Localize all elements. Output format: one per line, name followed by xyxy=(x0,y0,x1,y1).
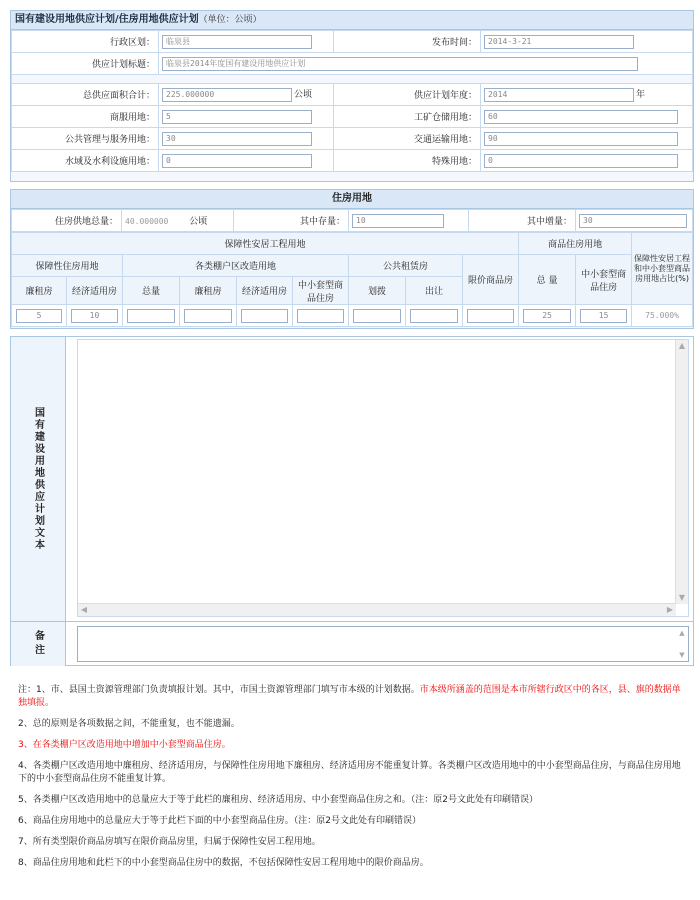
note-8: 8、商品住房用地和此栏下的中小套型商品住房中的数据，不包括保障性安居工程用地中的限价商品房。 xyxy=(18,858,429,868)
district-cell xyxy=(159,31,334,53)
shantytown-total-cell xyxy=(123,305,180,327)
public-service-cell xyxy=(159,128,334,150)
shantytown-total-input[interactable] xyxy=(127,309,176,323)
industrial-land-input[interactable] xyxy=(484,110,678,124)
note-4: 4、各类棚户区改造用地中廉租房、经济适用房，与保障性住房用地下廉租房、经济适用房不能重复计算。各类棚户区改造用地中的中小套型商品住房，与商品住房用地下的中小套型商品住房不能重复计算。 xyxy=(18,761,681,784)
water-land-input[interactable] xyxy=(162,154,312,168)
commercial-small-input[interactable] xyxy=(580,309,628,323)
housing-land-title: 住房用地 xyxy=(11,190,693,209)
transfer-header: 出让 xyxy=(406,277,463,305)
stock-label: 其中存量： xyxy=(234,210,349,232)
note-7: 7、所有类型限价商品房填写在限价商品房里，归属于保障性安居工程用地。 xyxy=(18,837,321,847)
housing-total-label: 住房供地总量： xyxy=(12,210,122,232)
note-2: 2、总的原则是各项数据之间，不能重复，也不能遗漏。 xyxy=(18,719,240,729)
shantytown-lowrent-header: 廉租房 xyxy=(180,277,237,305)
special-land-input[interactable] xyxy=(484,154,678,168)
ratio-cell xyxy=(632,305,693,327)
ratio-value: 75.000% xyxy=(645,310,679,320)
price-limited-header: 限价商品房 xyxy=(463,255,519,305)
plan-year-label: 供应计划年度： xyxy=(334,84,481,106)
district-label: 行政区划： xyxy=(12,31,159,53)
economic-input[interactable] xyxy=(71,309,119,323)
shantytown-small-header: 中小套型商品住房 xyxy=(293,277,349,305)
allocate-header: 划拨 xyxy=(349,277,406,305)
commercial-total-header: 总 量 xyxy=(519,255,576,305)
shantytown-lowrent-input[interactable] xyxy=(184,309,233,323)
price-limited-cell xyxy=(463,305,519,327)
transport-land-label: 交通运输用地： xyxy=(334,128,481,150)
water-land-cell xyxy=(159,150,334,172)
scroll-right-icon[interactable]: ▶ xyxy=(666,605,674,614)
special-land-cell xyxy=(481,150,693,172)
transport-land-cell xyxy=(481,128,693,150)
shantytown-economic-input[interactable] xyxy=(241,309,289,323)
horizontal-scrollbar[interactable] xyxy=(78,603,676,616)
remark-row xyxy=(11,621,693,666)
publish-date-cell xyxy=(481,31,693,53)
remark-scroll-down-icon[interactable]: ▼ xyxy=(679,651,685,659)
increase-cell xyxy=(576,210,693,232)
industrial-land-label: 工矿仓储用地： xyxy=(334,106,481,128)
lowrent-header: 廉租房 xyxy=(12,277,67,305)
commercial-total-input[interactable] xyxy=(523,309,572,323)
housing-total-unit: 公顷 xyxy=(189,217,208,227)
scroll-left-icon[interactable]: ◀ xyxy=(80,605,88,614)
ratio-header: 保障性安居工程和中小套型商品房用地占比(%) xyxy=(632,233,693,305)
note-6: 6、商品住房用地中的总量应大于等于此栏下面的中小套型商品住房。（注：原2号文此处有印刷错误） xyxy=(18,816,421,826)
shantytown-lowrent-cell xyxy=(180,305,237,327)
total-area-label: 总供应面积合计： xyxy=(12,84,159,106)
special-land-label: 特殊用地： xyxy=(334,150,481,172)
allocate-cell xyxy=(349,305,406,327)
district-input[interactable] xyxy=(162,35,312,49)
lowrent-input[interactable] xyxy=(16,309,63,323)
total-area-unit: 公顷 xyxy=(294,90,313,101)
note-1-highlight: 市本级所涵盖的范围是本市所辖行政区中的各区，县、旗的数据单独填报。 xyxy=(18,685,681,708)
remark-label: 备注 xyxy=(32,630,44,658)
commercial-small-cell xyxy=(576,305,632,327)
commercial-land-input[interactable] xyxy=(162,110,312,124)
housing-total-cell xyxy=(122,210,234,232)
publish-date-input[interactable] xyxy=(484,35,634,49)
commercial-small-header: 中小套型商品住房 xyxy=(576,255,632,305)
housing-detail-table xyxy=(11,232,693,327)
note-1-text: 注：1、市、县国土资源管理部门负责填报计划。其中，市国土资源管理部门填写市本级的计划数据。 xyxy=(18,685,420,695)
shantytown-total-header: 总量 xyxy=(123,277,180,305)
plan-text-label-cell xyxy=(11,337,66,621)
shantytown-economic-cell xyxy=(237,305,293,327)
plan-title-label: 供应计划标题： xyxy=(12,53,159,75)
plan-year-unit: 年 xyxy=(636,90,646,101)
note-3: 3、在各类棚户区改造用地中增加中小套型商品住房。 xyxy=(18,740,231,750)
plan-text-label: 国有建设用地供应计划文本 xyxy=(32,407,44,551)
supply-plan-title xyxy=(11,11,693,30)
price-limited-input[interactable] xyxy=(467,309,515,323)
plan-year-cell xyxy=(481,84,693,106)
plan-title-cell xyxy=(159,53,693,75)
water-land-label: 水域及水利设施用地： xyxy=(12,150,159,172)
public-service-label: 公共管理与服务用地： xyxy=(12,128,159,150)
commercial-total-cell xyxy=(519,305,576,327)
housing-total-value: 40.000000 xyxy=(125,217,169,226)
transfer-cell xyxy=(406,305,463,327)
affordable-housing-header: 保障性住房用地 xyxy=(12,255,123,277)
supply-plan-panel xyxy=(10,10,694,182)
transfer-input[interactable] xyxy=(410,309,459,323)
shantytown-economic-header: 经济适用房 xyxy=(237,277,293,305)
plan-text-panel xyxy=(10,336,694,666)
housing-total-table xyxy=(11,209,693,232)
commercial-land-cell xyxy=(159,106,334,128)
publish-date-label: 发布时间： xyxy=(334,31,481,53)
vertical-scrollbar[interactable] xyxy=(675,340,688,604)
remark-textarea[interactable] xyxy=(77,626,689,662)
stock-input[interactable] xyxy=(352,214,444,228)
increase-input[interactable] xyxy=(579,214,687,228)
total-area-input[interactable] xyxy=(162,88,292,102)
plan-title-input[interactable] xyxy=(162,57,638,71)
scroll-down-icon[interactable]: ▼ xyxy=(678,593,686,602)
note-5: 5、各类棚户区改造用地中的总量应大于等于此栏的廉租房、经济适用房、中小套型商品住房之和。（注：原2号文此处有印刷错误） xyxy=(18,795,538,805)
housing-land-panel xyxy=(10,189,694,329)
lowrent-cell xyxy=(12,305,67,327)
supply-plan-table xyxy=(11,30,693,172)
notes-section xyxy=(18,684,688,878)
total-area-cell xyxy=(159,84,334,106)
supply-plan-title-text: 国有建设用地供应计划/住房用地供应计划 xyxy=(15,14,199,25)
economic-cell xyxy=(67,305,123,327)
stock-cell xyxy=(349,210,469,232)
public-rental-header: 公共租赁房 xyxy=(349,255,463,277)
industrial-land-cell xyxy=(481,106,693,128)
shantytown-small-cell xyxy=(293,305,349,327)
shantytown-small-input[interactable] xyxy=(297,309,345,323)
commercial-housing-header: 商品住房用地 xyxy=(519,233,632,255)
spacer-row xyxy=(12,75,693,84)
plan-text-area[interactable] xyxy=(77,339,689,617)
note-1 xyxy=(18,684,688,710)
increase-label: 其中增量： xyxy=(469,210,576,232)
economic-header: 经济适用房 xyxy=(67,277,123,305)
allocate-input[interactable] xyxy=(353,309,402,323)
scroll-up-icon[interactable]: ▲ xyxy=(678,341,686,350)
public-service-input[interactable] xyxy=(162,132,312,146)
transport-land-input[interactable] xyxy=(484,132,678,146)
affordable-project-header: 保障性安居工程用地 xyxy=(12,233,519,255)
remark-scroll-up-icon[interactable]: ▲ xyxy=(679,629,685,637)
commercial-land-label: 商服用地： xyxy=(12,106,159,128)
shantytown-header: 各类棚户区改造用地 xyxy=(123,255,349,277)
remark-label-cell xyxy=(11,622,66,666)
plan-year-input[interactable] xyxy=(484,88,634,102)
unit-note: （单位：公顷） xyxy=(198,15,262,25)
